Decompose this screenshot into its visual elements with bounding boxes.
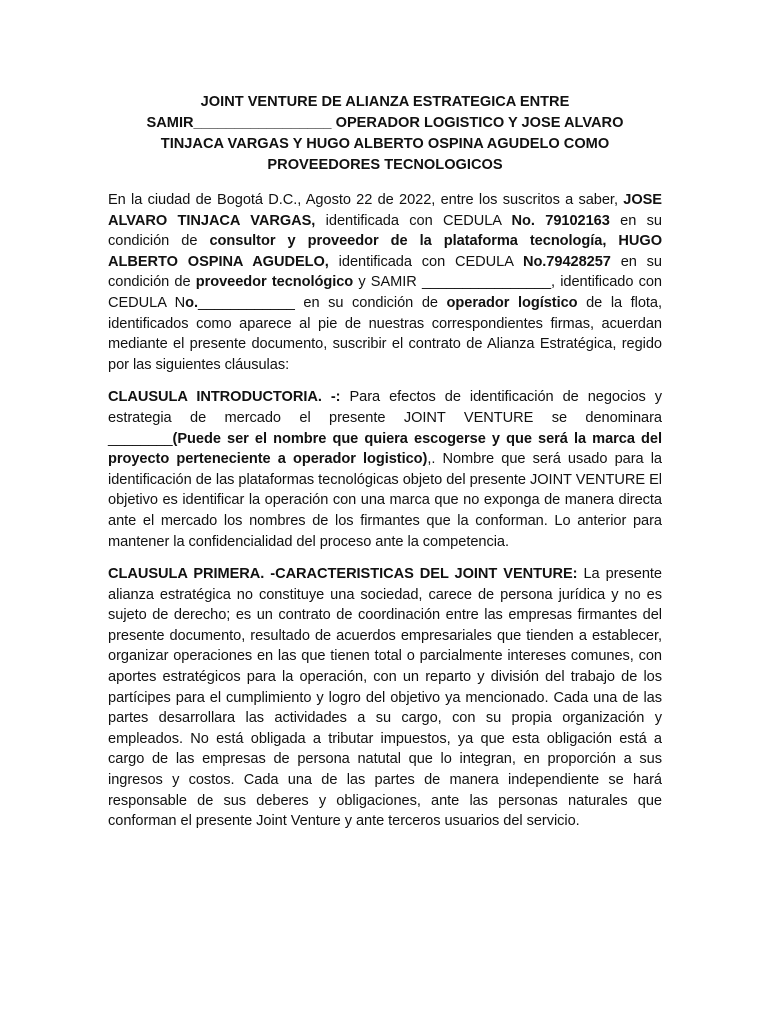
intro-paragraph	[108, 190, 662, 375]
clausula-introductoria-text-2: ,. Nombre que será usado para la identificación de las plataformas tecnológicas objeto del presente JOINT VENTURE El objetivo es identificar la operación con una marca que no exponga de manera directa ante el mercado los nombres de los firmantes que la conforman. Lo anterior para mantener la confidencialidad del proceso ante la competencia.	[108, 451, 662, 550]
clausula-introductoria-bold: (Puede ser el nombre que quiera escogerse y que será la marca del proyecto perteneciente a operador logistico)	[108, 430, 662, 468]
clausula-primera-text: La presente alianza estratégica no constituye una sociedad, carece de persona jurídica y no es sujeto de derecho; es un contrato de coordinación entre las empresas firmantes del presente documento, resultado de acuerdos empresariales que tienden a establecer, organizar operaciones en las que tienen total o parcialmente intereses comunes, con aportes estratégicos para la operación, con un reparto y división del trabajo de los partícipes para el cumplimiento y logro del objetivo ya mencionado. Cada una de las partes desarrollara las actividades a su cargo, con su propia organización y empleados. No está obligada a tributar impuestos, ya que esta obligación está a cargo de las empresas de persona natutal que lo integran, en proporción a sus ingresos y costos. Cada una de las partes de manera independiente se hará responsable de sus deberes y obligaciones, ante las personas naturales que conforman el presente Joint Venture y ante terceros usuarios del servicio.	[108, 566, 662, 830]
intro-text-7: ____________ en su condición de	[198, 294, 447, 311]
party-3-id-label: o.	[185, 294, 199, 311]
clausula-introductoria	[108, 387, 662, 552]
intro-text-8: de la flota, identificados como aparece al pie de nuestras correspondientes firmas, acuerdan mediante el presente documento, suscribir el contrato de Alianza Estratégica, regido por las siguientes cláusulas:	[108, 294, 663, 373]
title-line-4: PROVEEDORES TECNOLOGICOS	[267, 157, 503, 173]
document-title	[108, 92, 662, 176]
title-line-1: JOINT VENTURE DE ALIANZA ESTRATEGICA ENTRE	[200, 94, 570, 110]
document-page	[108, 92, 662, 844]
intro-text-6: y SAMIR ________________, identificado con CEDULA N	[108, 274, 662, 311]
clausula-primera-heading: CLAUSULA PRIMERA. -CARACTERISTICAS DEL JOINT VENTURE:	[108, 566, 578, 583]
clausula-introductoria-text-1: Para efectos de identificación de negocios y estrategia de mercado el presente JOINT VENTURE se denominara ________	[108, 389, 663, 447]
intro-text-3: en su condición de	[108, 212, 662, 250]
title-line-2: SAMIR_________________ OPERADOR LOGISTICO Y JOSE ALVARO	[146, 115, 624, 131]
intro-text-2: identificada con CEDULA	[315, 212, 512, 229]
clausula-primera	[108, 564, 662, 832]
party-1-name: JOSE ALVARO TINJACA VARGAS,	[108, 192, 662, 229]
intro-text-5: en su condición de	[108, 253, 662, 291]
title-line-3: TINJACA VARGAS Y HUGO ALBERTO OSPINA AGUDELO COMO	[160, 136, 610, 152]
intro-text-4: identificada con CEDULA	[328, 253, 523, 270]
party-3-role: operador logístico	[446, 294, 578, 311]
party-1-role-and-party-2-name: consultor y proveedor de la plataforma tecnología, HUGO ALBERTO OSPINA AGUDELO,	[108, 233, 662, 270]
party-1-id: No. 79102163	[511, 212, 610, 229]
party-2-id: No.79428257	[522, 253, 611, 270]
intro-text-1: En la ciudad de Bogotá D.C., Agosto 22 de 2022, entre los suscritos a saber,	[108, 192, 624, 208]
clausula-introductoria-heading: CLAUSULA INTRODUCTORIA. -:	[108, 389, 341, 406]
party-2-role: proveedor tecnológico	[195, 274, 354, 291]
